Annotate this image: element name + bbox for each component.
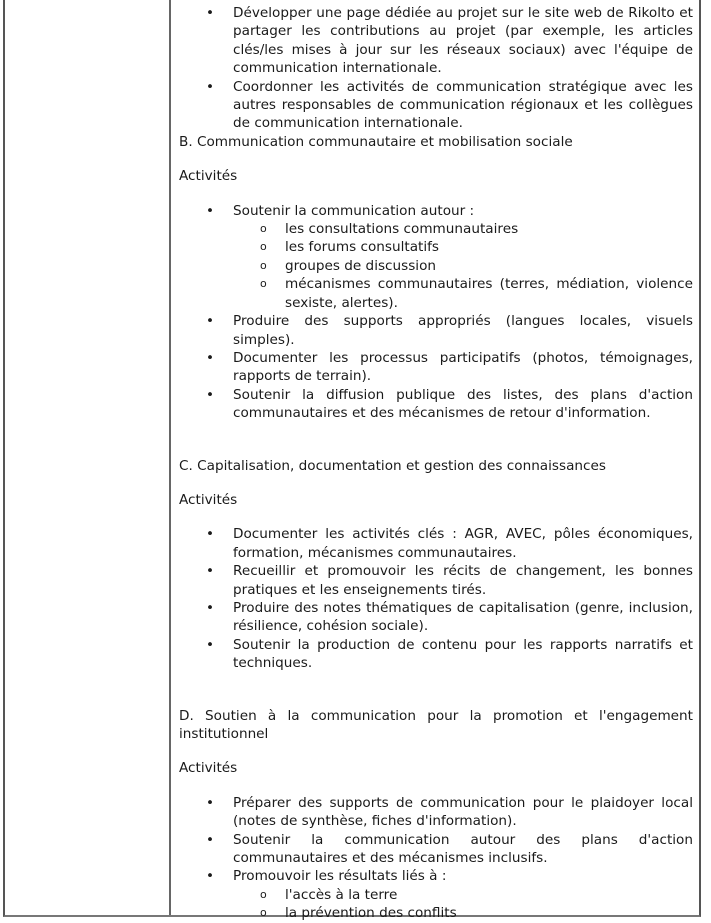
section-heading-d: D. Soutien à la communication pour la promotion et l'engagement institutionnel bbox=[179, 707, 693, 742]
table-right-column bbox=[173, 0, 699, 922]
circle-bullet-icon: o bbox=[260, 277, 267, 291]
list-item: • Soutenir la diffusion publique des listes, des plans d'action communautaires et des mécanismes de retour d'information. bbox=[206, 386, 693, 422]
list-item: • Promouvoir les résultats liés à : o l'accès à la terre o la prévention des conflits bbox=[179, 867, 693, 922]
section-heading-b: B. Communication communautaire et mobilisation sociale bbox=[179, 133, 573, 150]
intro-bullet-list bbox=[179, 4, 693, 133]
bullet-icon: • bbox=[206, 78, 215, 95]
circle-bullet-icon: o bbox=[260, 906, 267, 920]
activities-label: Activités bbox=[179, 760, 238, 777]
bullet-icon: • bbox=[206, 794, 215, 811]
section-b-bullets bbox=[179, 202, 693, 423]
bullet-icon: • bbox=[206, 599, 215, 616]
bullet-icon: • bbox=[206, 5, 215, 21]
activities-label: Activités bbox=[179, 168, 238, 185]
bullet-icon: • bbox=[206, 868, 215, 885]
bullet-icon: • bbox=[206, 636, 215, 653]
activities-label: Activités bbox=[179, 491, 238, 508]
sub-bullet-list bbox=[233, 886, 693, 923]
circle-bullet-icon: o bbox=[260, 240, 267, 254]
sub-list-item: o groupes de discussion bbox=[260, 257, 437, 274]
list-item: • Coordonner les activités de communication stratégique avec les autres responsables de communication régionaux et les collègues de communication internationale. bbox=[206, 78, 693, 132]
circle-bullet-icon: o bbox=[260, 258, 267, 272]
circle-bullet-icon: o bbox=[260, 222, 267, 236]
document-table bbox=[3, 0, 701, 922]
bullet-icon: • bbox=[206, 563, 215, 580]
list-item: • Recueillir et promouvoir les récits de changement, les bonnes pratiques et les enseignements tirés. bbox=[206, 563, 693, 598]
list-item: • Produire des supports appropriés (langues locales, visuels simples). bbox=[206, 313, 693, 348]
sub-bullet-list bbox=[233, 220, 693, 312]
list-item: • Produire des notes thématiques de capitalisation (genre, inclusion, résilience, cohésion sociale). bbox=[206, 599, 693, 635]
list-item: • Soutenir la communication autour : o les consultations communautaires o les forums consultatifs o groupes de discussion o mécanismes communautaires (terres, médiation, violence sexiste, alertes). bbox=[206, 202, 693, 311]
sub-list-item: o les forums consultatifs bbox=[260, 239, 440, 256]
bullet-icon: • bbox=[206, 202, 215, 219]
sub-list-item: o l'accès à la terre bbox=[260, 886, 398, 903]
sub-list-item: o les consultations communautaires bbox=[260, 221, 519, 238]
bullet-icon: • bbox=[206, 386, 215, 403]
section-heading-c: C. Capitalisation, documentation et gestion des connaissances bbox=[179, 457, 606, 474]
section-d-bullets bbox=[179, 794, 693, 923]
bullet-icon: • bbox=[206, 831, 215, 848]
list-item: • Développer une page dédiée au projet sur le site web de Rikolto et partager les contributions au projet (par exemple, les articles clés/les mises à jour sur les réseaux sociaux) avec l'équipe de communication internationale. bbox=[206, 5, 693, 77]
list-item: • Soutenir la communication autour des plans d'action communautaires et des mécanismes inclusifs. bbox=[206, 831, 693, 867]
sub-list-item: o la prévention des conflits bbox=[260, 905, 457, 922]
list-item: • Soutenir la production de contenu pour les rapports narratifs et techniques. bbox=[206, 636, 693, 672]
bullet-icon: • bbox=[206, 313, 215, 330]
table-left-column bbox=[5, 0, 171, 915]
list-item: • Documenter les activités clés : AGR, AVEC, pôles économiques, formation, mécanismes communautaires. bbox=[206, 526, 693, 561]
list-item: • Préparer des supports de communication pour le plaidoyer local (notes de synthèse, fiches d'information). bbox=[206, 794, 693, 830]
sub-list-item: o mécanismes communautaires (terres, médiation, violence sexiste, alertes). bbox=[260, 276, 693, 311]
circle-bullet-icon: o bbox=[260, 887, 267, 901]
list-item: • Documenter les processus participatifs (photos, témoignages, rapports de terrain). bbox=[206, 349, 693, 385]
section-c-bullets bbox=[179, 525, 693, 672]
bullet-icon: • bbox=[206, 349, 215, 366]
bullet-icon: • bbox=[206, 526, 215, 543]
